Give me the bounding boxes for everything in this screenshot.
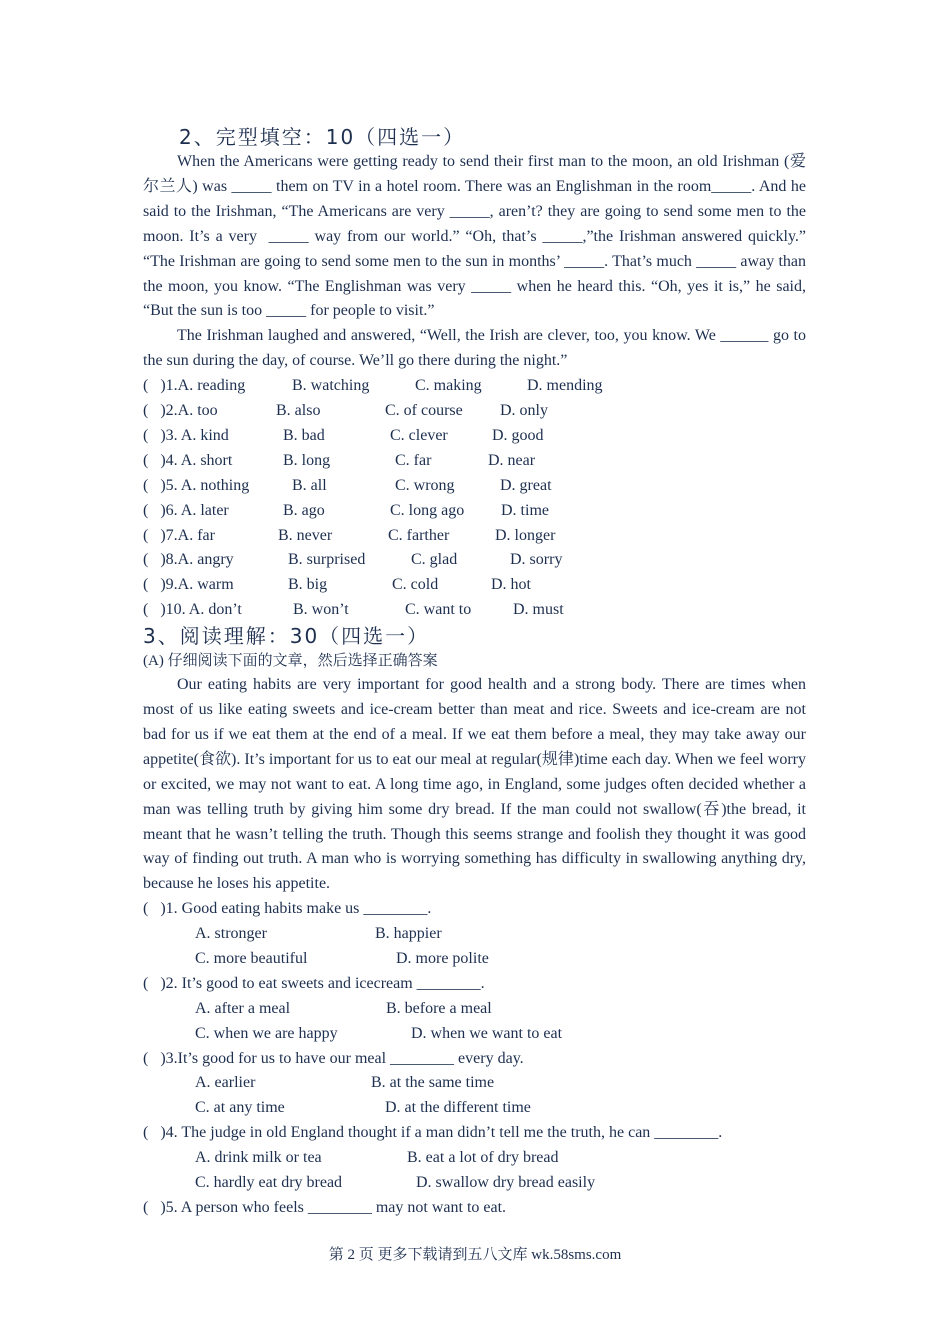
page-footer: 第 2 页 更多下载请到五八文库 wk.58sms.com	[328, 1247, 622, 1263]
cloze-question-2	[143, 399, 806, 424]
option-b: B. happier	[375, 925, 442, 943]
cloze-question-9	[143, 573, 806, 598]
option-d: D. sorry	[510, 551, 563, 569]
reading-question-2-stem	[143, 972, 806, 997]
reading-question-4-stem	[143, 1121, 806, 1146]
reading-instruction: (A) 仔细阅读下面的文章，然后选择正确答案	[143, 653, 438, 670]
option-b: B. bad	[283, 426, 325, 444]
option-c: C. hardly eat dry bread	[195, 1174, 343, 1192]
option-a: A. after a meal	[195, 999, 291, 1017]
option-c: C. cold	[392, 576, 439, 594]
option-d: D. hot	[491, 576, 531, 594]
cloze-question-3	[143, 424, 806, 449]
cloze-question-1	[143, 374, 806, 399]
document-page	[143, 124, 811, 1221]
option-c: C. of course	[385, 402, 463, 420]
option-b: B. all	[292, 476, 327, 494]
option-d: D. time	[501, 501, 549, 519]
reading-question-4-options-ab	[143, 1146, 806, 1171]
option-b: B. never	[278, 526, 333, 544]
option-c: C. clever	[390, 426, 448, 444]
option-a: A. drink milk or tea	[195, 1149, 322, 1167]
option-d: D. at the different time	[385, 1099, 531, 1117]
cloze-question-6	[143, 499, 806, 524]
question-text: ( )2. It’s good to eat sweets and icecream ________.	[143, 974, 485, 992]
question-stem-option-a: ( )10. A. don’t	[143, 601, 242, 619]
reading-question-1-options-cd	[143, 947, 806, 972]
cloze-passage-paragraph-2: The Irishman laughed and answered, “Well, the Irish are clever, too, you know. We ______ go to the sun during the day, of course. We’ll go there during the night.”	[143, 327, 810, 370]
cloze-question-8	[143, 548, 806, 573]
reading-question-3-stem	[143, 1047, 806, 1072]
option-c: C. far	[395, 451, 432, 469]
option-d: D. only	[500, 402, 548, 420]
option-c: C. making	[415, 377, 482, 395]
option-d: D. mending	[527, 377, 603, 395]
question-text: ( )1. Good eating habits make us ________.	[143, 900, 432, 918]
reading-question-1-options-ab	[143, 922, 806, 947]
option-d: D. swallow dry bread easily	[416, 1174, 596, 1192]
cloze-question-5	[143, 474, 806, 499]
reading-question-4-options-cd	[143, 1171, 806, 1196]
option-d: D. when we want to eat	[411, 1024, 563, 1042]
option-b: B. big	[288, 576, 328, 594]
reading-question-1-stem	[143, 897, 806, 922]
option-c: C. wrong	[395, 476, 455, 494]
option-b: B. surprised	[288, 551, 366, 569]
cloze-question-7	[143, 524, 806, 549]
option-c: C. long ago	[390, 501, 465, 519]
option-d: D. must	[513, 601, 564, 619]
reading-question-2-options-ab	[143, 997, 806, 1022]
question-text: ( )3.It’s good for us to have our meal ________ every day.	[143, 1049, 524, 1067]
section-2-title: 2、完型填空：10（四选一）	[179, 125, 466, 149]
question-stem-option-a: ( )1.A. reading	[143, 377, 246, 395]
question-text: ( )4. The judge in old England thought if a man didn’t tell me the truth, he can ________.	[143, 1124, 723, 1142]
reading-question-3-options-ab	[143, 1071, 806, 1096]
cloze-question-list	[143, 374, 806, 623]
reading-question-5-stem	[143, 1196, 806, 1221]
option-c: C. at any time	[195, 1099, 285, 1117]
option-d: D. good	[492, 426, 544, 444]
option-b: B. before a meal	[386, 999, 492, 1017]
option-b: B. at the same time	[371, 1074, 495, 1092]
option-d: D. near	[488, 451, 536, 469]
section-3-title: 3、阅读理解：30（四选一）	[143, 624, 430, 649]
question-stem-option-a: ( )3. A. kind	[143, 426, 229, 444]
question-text: ( )5. A person who feels ________ may not want to eat.	[143, 1198, 507, 1216]
question-stem-option-a: ( )4. A. short	[143, 451, 233, 469]
option-c: C. farther	[388, 526, 450, 544]
option-b: B. long	[283, 451, 331, 469]
reading-passage: Our eating habits are very important for good health and a strong body. There are times when most of us like eating sweets and ice-cream better than meat and rice. Sweets and ice-cream are not bad for us if we eat them at the end of a meal. If we eat them before a meal, they may take away our appetite(食欲). It’s important for us to eat our meal at regular(规律)time each day. When we feel worry or excited, we may not want to eat. A long time ago, in England, some judges often decided whether a man was telling truth by giving him some dry bread. If the man could not swallow(吞)the bread, it meant that he wasn’t telling the truth. Though this seems strange and foolish they thought it was good way of finding out truth. A man who is worrying something has difficulty in swallowing anything dry, because he loses his appetite.	[143, 676, 811, 893]
question-stem-option-a: ( )2.A. too	[143, 402, 218, 420]
option-c: C. when we are happy	[195, 1024, 338, 1042]
question-stem-option-a: ( )9.A. warm	[143, 576, 234, 594]
option-a: A. earlier	[195, 1074, 256, 1092]
cloze-question-10	[143, 598, 806, 623]
option-d: D. great	[500, 476, 552, 494]
question-stem-option-a: ( )6. A. later	[143, 501, 229, 519]
option-c: C. more beautiful	[195, 950, 308, 967]
option-d: D. more polite	[396, 950, 489, 967]
cloze-passage-paragraph-1: When the Americans were getting ready to send their first man to the moon, an old Irishman (爱尔兰人) was _____ them on TV in a hotel room. There was an Englishman in the room_____. And he said to the Irishman, “The Americans are very _____, aren’t? they are going to send some men to the moon. It’s a very _____ way from our world.” “Oh, that’s _____,”the Irishman answered quickly.” “The Irishman are going to send some men to the sun in months’ _____. That’s much _____ away than the moon, you know. “The Englishman was very _____ when he heard this. “Oh, yes it is,” he said, “But the sun is too _____ for people to visit.”	[143, 153, 810, 320]
option-a: A. stronger	[195, 925, 267, 943]
question-stem-option-a: ( )5. A. nothing	[143, 476, 250, 494]
option-b: B. watching	[292, 377, 370, 395]
reading-question-list	[143, 897, 806, 1221]
option-b: B. eat a lot of dry bread	[407, 1149, 559, 1167]
option-b: B. won’t	[293, 601, 349, 619]
option-d: D. longer	[495, 526, 556, 544]
reading-question-3-options-cd	[143, 1096, 806, 1121]
option-b: B. ago	[283, 501, 325, 519]
option-b: B. also	[276, 402, 321, 420]
reading-question-2-options-cd	[143, 1022, 806, 1047]
question-stem-option-a: ( )7.A. far	[143, 526, 215, 544]
cloze-question-4	[143, 449, 806, 474]
option-c: C. glad	[411, 551, 458, 569]
option-c: C. want to	[405, 601, 472, 619]
question-stem-option-a: ( )8.A. angry	[143, 551, 234, 569]
